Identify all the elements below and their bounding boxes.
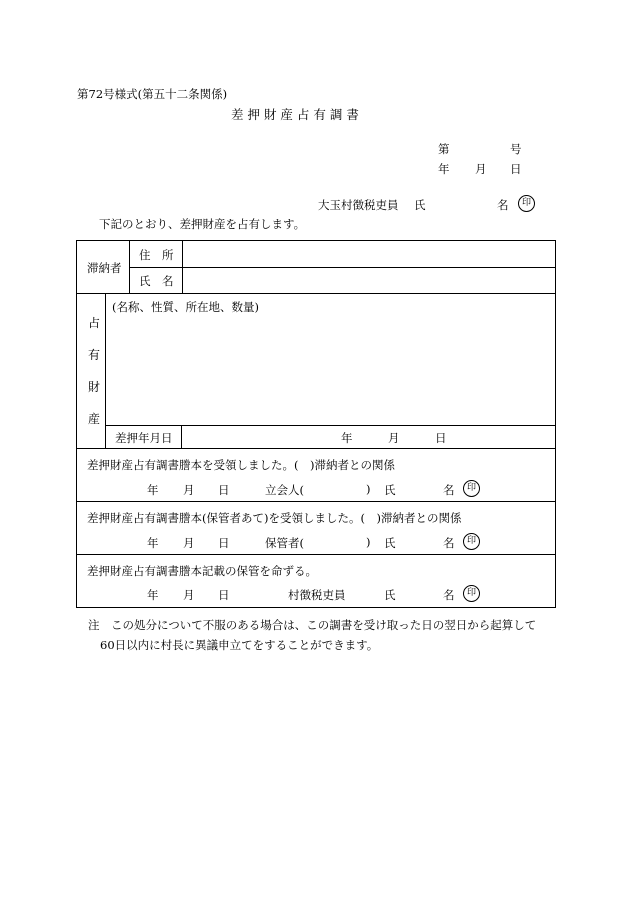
property-label <box>87 311 101 431</box>
seizure-date-year: 年 <box>341 431 353 445</box>
receipt1-shi: 氏 <box>384 483 396 497</box>
property-note: (名称、性質、所在地、数量) <box>112 300 259 314</box>
document-title: 差 押 財 産 占 有 調 書 <box>231 107 359 122</box>
property-description-field[interactable] <box>109 317 553 421</box>
address-label: 住 所 <box>139 248 174 262</box>
receipt2-role: 保管者( <box>265 536 304 550</box>
property-char: 有 <box>87 348 100 362</box>
receipt1-text: 差押財産占有調書謄本を受領しました。( )滞納者との関係 <box>87 458 395 472</box>
address-field[interactable] <box>185 243 553 265</box>
intro-text: 下記のとおり、差押財産を占有します。 <box>99 217 306 231</box>
doc-date-month: 月 <box>475 162 487 176</box>
receipt1-close: ) <box>366 482 371 496</box>
receipt1-seal-icon: 印 <box>463 480 480 497</box>
custody-mei: 名 <box>443 588 455 602</box>
form-table <box>76 240 556 608</box>
receipt2-month: 月 <box>183 536 195 550</box>
receipt2-seal-icon: 印 <box>463 533 480 550</box>
custody-day: 日 <box>218 588 230 602</box>
property-char: 財 <box>87 380 100 394</box>
doc-number-go: 号 <box>510 142 522 156</box>
custody-month: 月 <box>183 588 195 602</box>
name-field[interactable] <box>185 269 553 291</box>
property-char: 産 <box>87 412 100 426</box>
receipt2-mei: 名 <box>443 536 455 550</box>
receipt1-mei: 名 <box>443 483 455 497</box>
official-shi: 氏 <box>414 198 426 212</box>
delinquent-label: 滞納者 <box>87 261 122 275</box>
receipt1-role: 立会人( <box>265 483 304 497</box>
receipt2-close: ) <box>366 535 371 549</box>
name-label: 氏 名 <box>139 274 174 288</box>
property-char: 占 <box>87 316 100 330</box>
form-number: 第72号様式(第五十二条関係) <box>77 87 228 101</box>
note-line1: 注 この処分について不服のある場合は、この調書を受け取った日の翌日から起算して <box>88 618 537 632</box>
receipt2-text: 差押財産占有調書謄本(保管者あて)を受領しました。( )滞納者との関係 <box>87 511 462 525</box>
custody-role: 村徴税吏員 <box>288 588 346 602</box>
seizure-date-day: 日 <box>435 431 447 445</box>
receipt2-year: 年 <box>147 536 159 550</box>
receipt1-day: 日 <box>218 483 230 497</box>
receipt2-day: 日 <box>218 536 230 550</box>
receipt1-month: 月 <box>183 483 195 497</box>
doc-date-day: 日 <box>510 162 522 176</box>
doc-date-year: 年 <box>438 162 450 176</box>
seizure-date-label: 差押年月日 <box>115 431 173 445</box>
receipt1-year: 年 <box>147 483 159 497</box>
official-org: 大玉村徴税吏員 <box>318 198 399 212</box>
doc-number-dai: 第 <box>438 142 450 156</box>
official-mei: 名 <box>497 198 509 212</box>
receipt2-shi: 氏 <box>384 536 396 550</box>
official-seal-icon: 印 <box>518 195 535 212</box>
custody-text: 差押財産占有調書謄本記載の保管を命ずる。 <box>87 564 317 578</box>
custody-shi: 氏 <box>384 588 396 602</box>
custody-seal-icon: 印 <box>463 585 480 602</box>
note-line2: 60日以内に村長に異議申立てをすることができます。 <box>100 638 379 652</box>
seizure-date-month: 月 <box>388 431 400 445</box>
custody-year: 年 <box>147 588 159 602</box>
